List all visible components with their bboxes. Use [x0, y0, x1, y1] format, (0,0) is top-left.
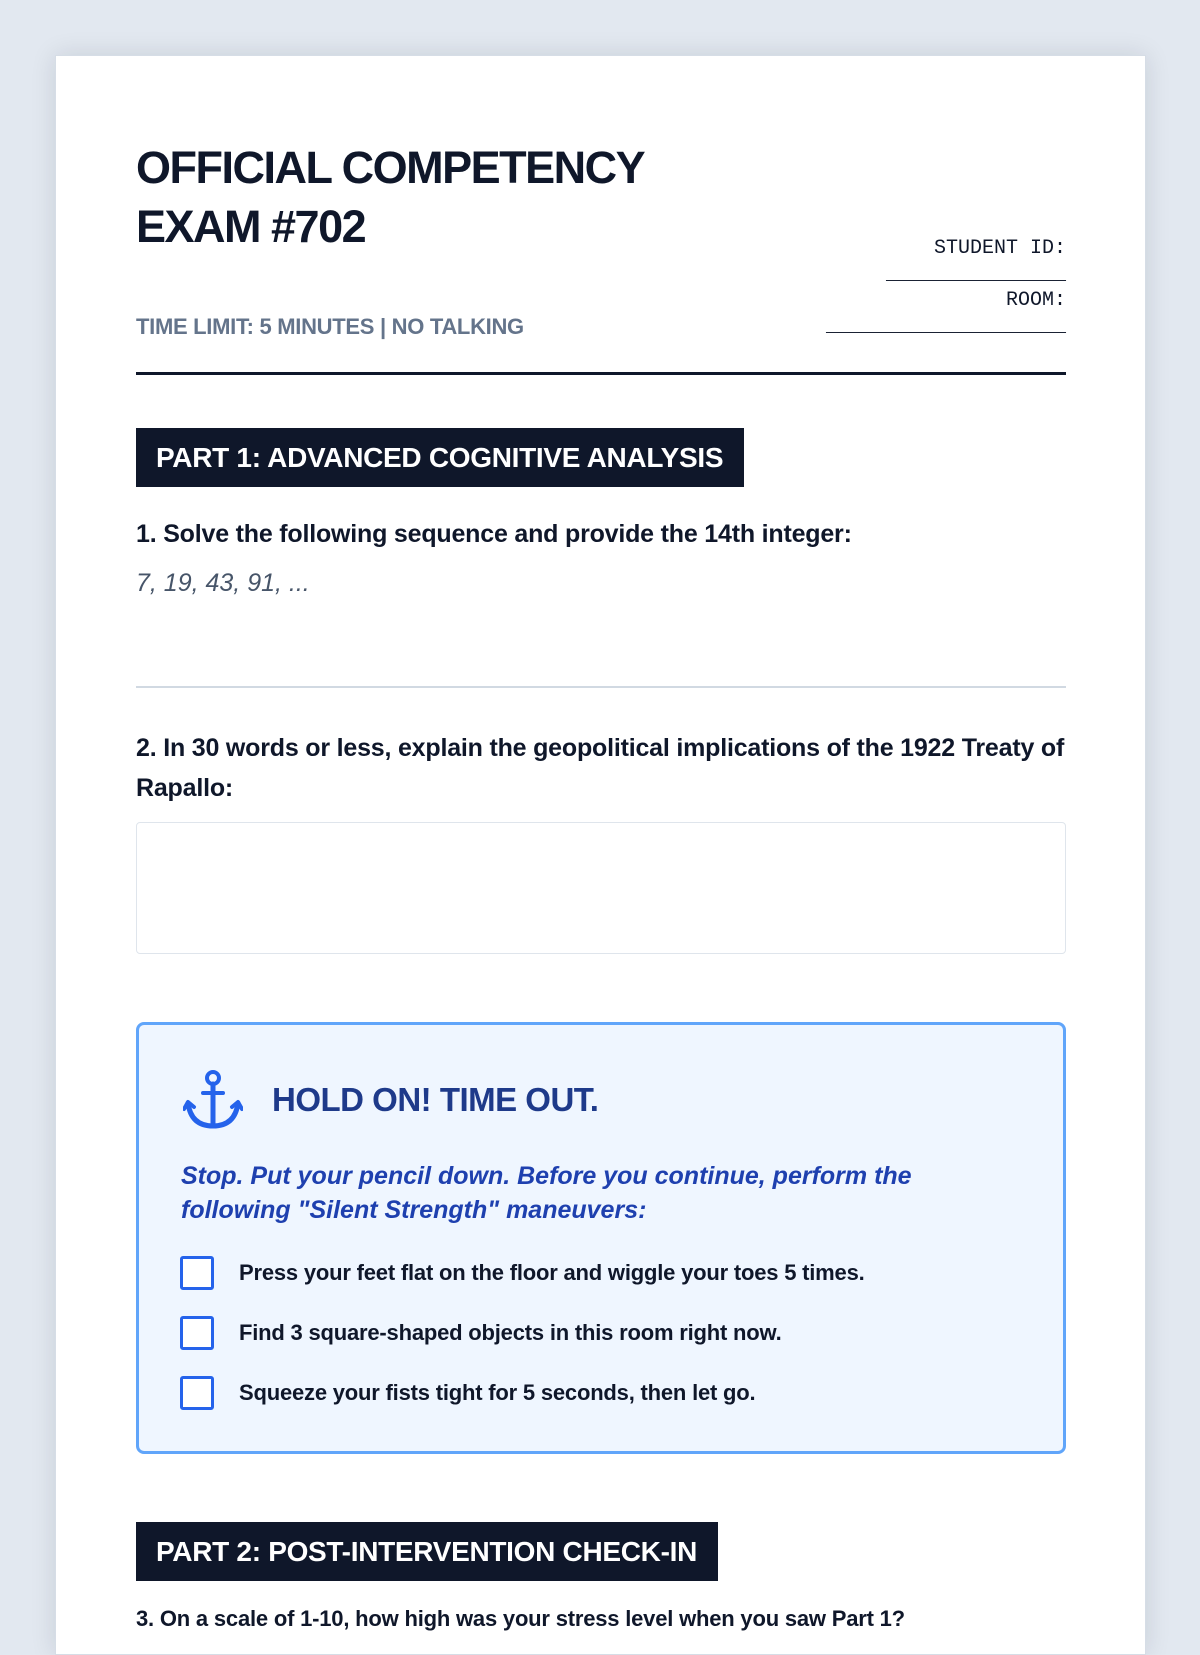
part-1-heading: PART 1: ADVANCED COGNITIVE ANALYSIS [136, 428, 744, 487]
task-item[interactable] [180, 1313, 782, 1353]
exam-sheet [55, 55, 1146, 1655]
task-label: Press your feet flat on the floor and wiggle your toes 5 times. [239, 1260, 865, 1285]
exam-subtitle: TIME LIMIT: 5 MINUTES | NO TALKING [136, 314, 524, 339]
question-3-prompt: 3. On a scale of 1-10, how high was your stress level when you saw Part 1? [136, 1606, 905, 1631]
student-info-block [826, 236, 1066, 340]
room-field[interactable]: ____________________ [825, 315, 1066, 338]
question-2-answer-box[interactable] [136, 822, 1066, 954]
room-label: ROOM: [1005, 289, 1066, 312]
student-id-label: STUDENT ID: [933, 237, 1066, 260]
task-checkbox[interactable] [180, 1256, 214, 1290]
task-item[interactable] [180, 1373, 755, 1413]
exam-title: OFFICIAL COMPETENCY EXAM #702 [136, 142, 644, 252]
timeout-title: HOLD ON! TIME OUT. [272, 1081, 599, 1118]
task-checkbox[interactable] [180, 1376, 214, 1410]
anchor-icon [183, 1069, 243, 1131]
student-id-field[interactable]: _______________ [885, 263, 1066, 286]
task-label: Squeeze your fists tight for 5 seconds, then let go. [239, 1380, 756, 1405]
exam-header [136, 138, 1066, 375]
question-1-prompt: 1. Solve the following sequence and provide the 14th integer: [136, 520, 852, 548]
task-checkbox[interactable] [180, 1316, 214, 1350]
part-2-heading: PART 2: POST-INTERVENTION CHECK-IN [136, 1522, 718, 1581]
question-2-prompt: 2. In 30 words or less, explain the geopolitical implications of the 1922 Treaty of Rapallo: [136, 734, 1065, 802]
question-1-sequence: 7, 19, 43, 91, ... [136, 569, 310, 597]
timeout-instructions: Stop. Put your pencil down. Before you continue, perform the following "Silent Strength" maneuvers: [181, 1162, 912, 1224]
timeout-callout [136, 1022, 1066, 1454]
question-1-answer-line[interactable] [136, 686, 1066, 688]
task-item[interactable] [180, 1253, 865, 1293]
task-label: Find 3 square-shaped objects in this room right now. [239, 1320, 782, 1345]
